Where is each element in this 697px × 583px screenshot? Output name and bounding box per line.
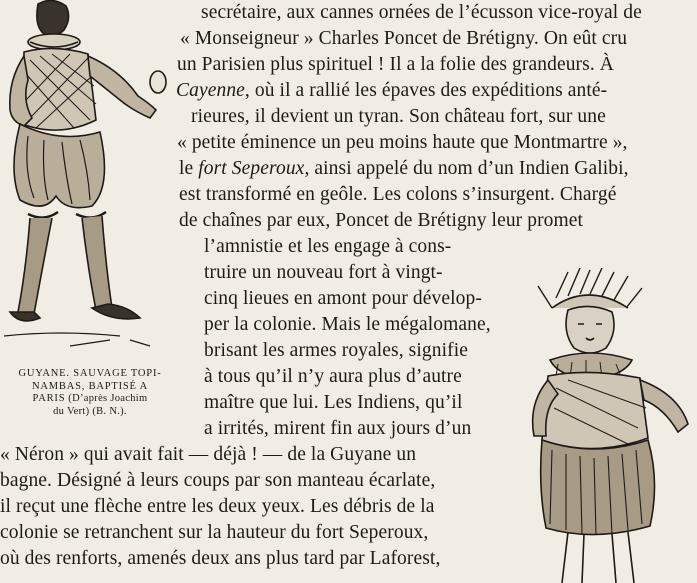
caption-line-4: du Vert) (B. N.). <box>53 405 127 417</box>
text-line <box>179 156 629 182</box>
text-span: , où il a rallié les épaves des expéditions anté- <box>244 80 608 101</box>
illustration-feathered-figure <box>528 268 697 583</box>
text-line: où des renforts, amenés deux ans plus tard par Laforest, <box>0 548 441 569</box>
text-line: maître que lui. Les Indiens, qu’il <box>204 392 463 413</box>
text-italic: Cayenne <box>176 80 245 101</box>
text-span: , ainsi appelé du nom d’un Indien Galibi, <box>304 158 629 179</box>
text-line: a irrités, mirent fin aux jours d’un <box>204 418 472 439</box>
text-line: per la colonie. Mais le mégalomane, <box>204 314 491 335</box>
text-line: « petite éminence un peu moins haute que Montmartre », <box>177 132 628 153</box>
text-line: secrétaire, aux cannes ornées de l’écusson vice-royal de <box>201 2 642 23</box>
text-line: à tous qu’il n’y aura plus d’autre <box>204 366 462 387</box>
text-line: un Parisien plus spirituel ! Il a la folie des grandeurs. À <box>177 54 614 75</box>
text-line: de chaînes par eux, Poncet de Brétigny leur promet <box>179 210 584 231</box>
text-italic: fort Seperoux <box>198 158 305 179</box>
text-line: « Monseigneur » Charles Poncet de Brétigny. On eût cru <box>180 28 628 49</box>
text-line: colonie se retranchent sur la hauteur du fort Seperoux, <box>0 522 429 543</box>
illustration-caption <box>2 368 178 418</box>
text-line: l’amnistie et les engage à cons- <box>204 236 452 257</box>
caption-line-1: GUYANE. SAUVAGE TOPI- <box>18 368 162 379</box>
text-line: « Néron » qui avait fait — déjà ! — de la Guyane un <box>0 444 417 465</box>
illustration-topinambas-baptized <box>0 0 180 362</box>
text-line: bagne. Désigné à leurs coups par son manteau écarlate, <box>0 470 436 491</box>
text-line <box>176 78 607 104</box>
text-line: il reçut une flèche entre les deux yeux. Les débris de la <box>0 496 435 517</box>
text-line: cinq lieues en amont pour dévelop- <box>204 288 482 309</box>
caption-line-3b: (D’après Joachim <box>65 393 148 404</box>
text-line: rieures, il devient un tyran. Son château fort, sur une <box>191 106 606 127</box>
text-line: truire un nouveau fort à vingt- <box>204 262 443 283</box>
text-line: brisant les armes royales, signifie <box>204 340 468 361</box>
caption-line-2: NAMBAS, BAPTISÉ A <box>32 380 148 392</box>
text-line: est transformé en geôle. Les colons s’insurgent. Chargé <box>179 184 617 205</box>
text-span: le <box>179 158 199 179</box>
caption-line-3a: PARIS <box>32 393 66 404</box>
